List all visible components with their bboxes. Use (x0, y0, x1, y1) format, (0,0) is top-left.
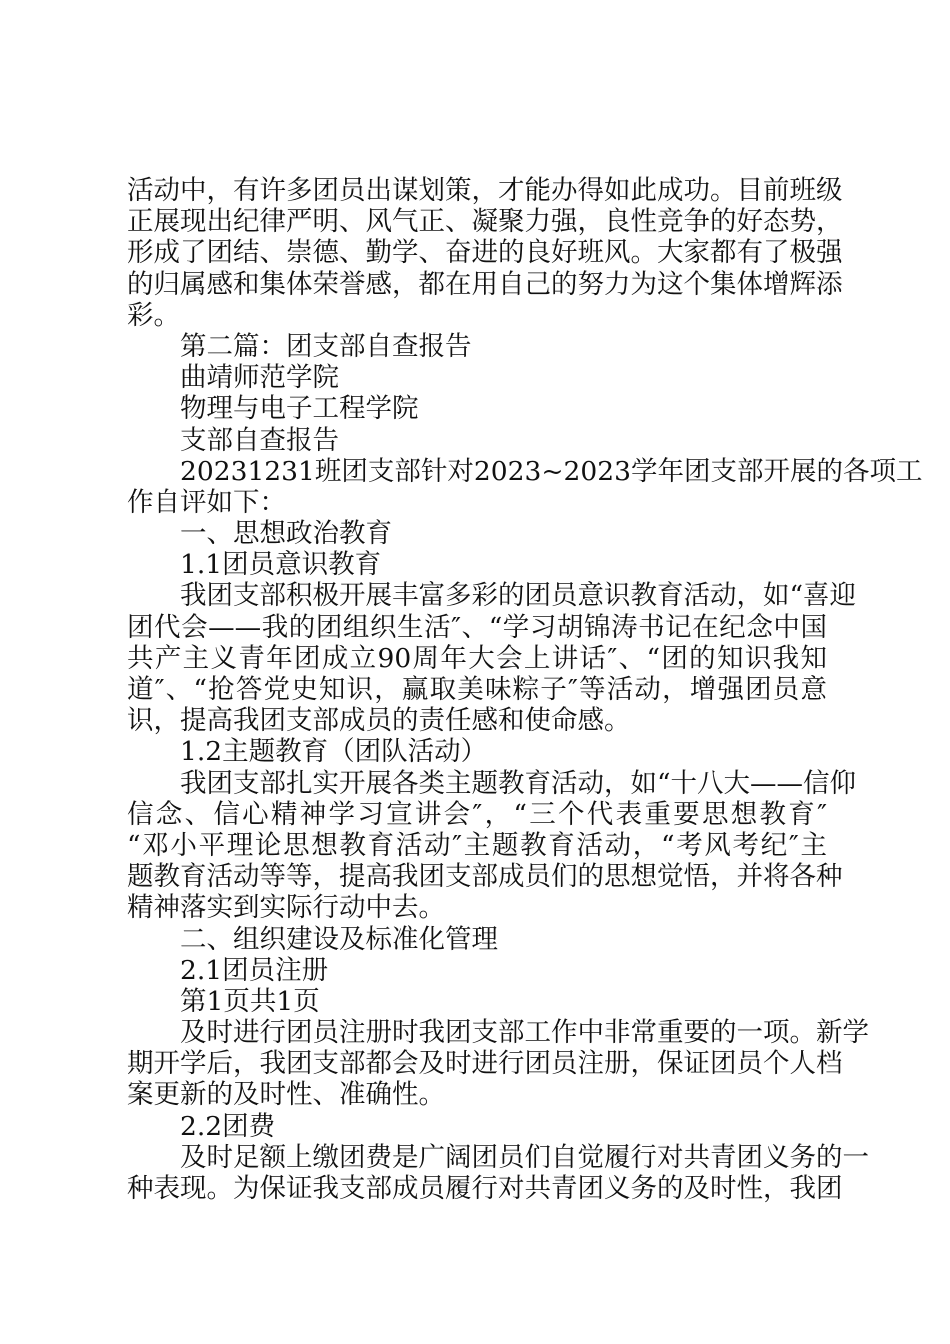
text-line: 正展现出纪律严明、风气正、凝聚力强，良性竞争的好态势， (127, 206, 843, 238)
section-title: 第二篇：团支部自查报告 (180, 330, 472, 362)
text-line: 期开学后，我团支部都会及时进行团员注册，保证团员个人档 (127, 1048, 843, 1080)
heading-1-1: 1.1团员意识教育 (180, 549, 382, 581)
text-line: 的归属感和集体荣誉感，都在用自己的努力为这个集体增辉添 (127, 268, 843, 300)
text-line: 及时进行团员注册时我团支部工作中非常重要的一项。新学 (180, 1017, 869, 1049)
heading-2: 二、组织建设及标准化管理 (180, 923, 498, 955)
text-line: 20231231班团支部针对2023~2023学年团支部开展的各项工 (180, 455, 923, 487)
college-name: 物理与电子工程学院 (180, 393, 419, 425)
text-line: 道″、“抢答党史知识，赢取美味粽子″等活动，增强团员意 (127, 674, 827, 705)
heading-2-1: 2.1团员注册 (180, 954, 329, 986)
heading-1: 一、思想政治教育 (180, 518, 392, 550)
school-name: 曲靖师范学院 (180, 362, 339, 394)
text-line: 作自评如下： (127, 486, 286, 518)
text-line: 我团支部积极开展丰富多彩的团员意识教育活动，如“喜迎 (180, 580, 857, 612)
document-body (127, 175, 923, 1204)
heading-2-2: 2.2团费 (180, 1110, 276, 1142)
heading-1-2: 1.2主题教育（团队活动） (180, 736, 488, 768)
text-line: 我团支部扎实开展各类主题教育活动，如“十八大——信仰 (180, 767, 857, 799)
text-line: 题教育活动等等，提高我团支部成员们的思想觉悟，并将各种 (127, 861, 843, 893)
text-line: “邓小平理论思想教育活动″主题教育活动，“考风考纪″主 (127, 829, 827, 861)
report-title: 支部自查报告 (180, 424, 339, 456)
text-line: 团代会——我的团组织生活″、“学习胡锦涛书记在纪念中国 (127, 611, 827, 643)
text-line: 信念、信心精神学习宣讲会″，“三个代表重要思想教育″ (127, 798, 827, 830)
text-line: 共产主义青年团成立90周年大会上讲话″、“团的知识我知 (127, 642, 827, 674)
text-line: 活动中，有许多团员出谋划策，才能办得如此成功。目前班级 (127, 175, 843, 206)
text-line: 及时足额上缴团费是广阔团员们自觉履行对共青团义务的一 (180, 1141, 869, 1173)
page-number: 第1页共1页 (180, 985, 320, 1017)
text-line: 种表现。为保证我支部成员履行对共青团义务的及时性，我团 (127, 1173, 843, 1204)
text-line: 精神落实到实际行动中去。 (127, 892, 445, 924)
text-line: 案更新的及时性、准确性。 (127, 1079, 445, 1111)
text-line: 识，提高我团支部成员的责任感和使命感。 (127, 705, 631, 737)
text-line: 形成了团结、崇德、勤学、奋进的良好班风。大家都有了极强 (127, 237, 843, 269)
text-line: 彩。 (127, 299, 180, 331)
